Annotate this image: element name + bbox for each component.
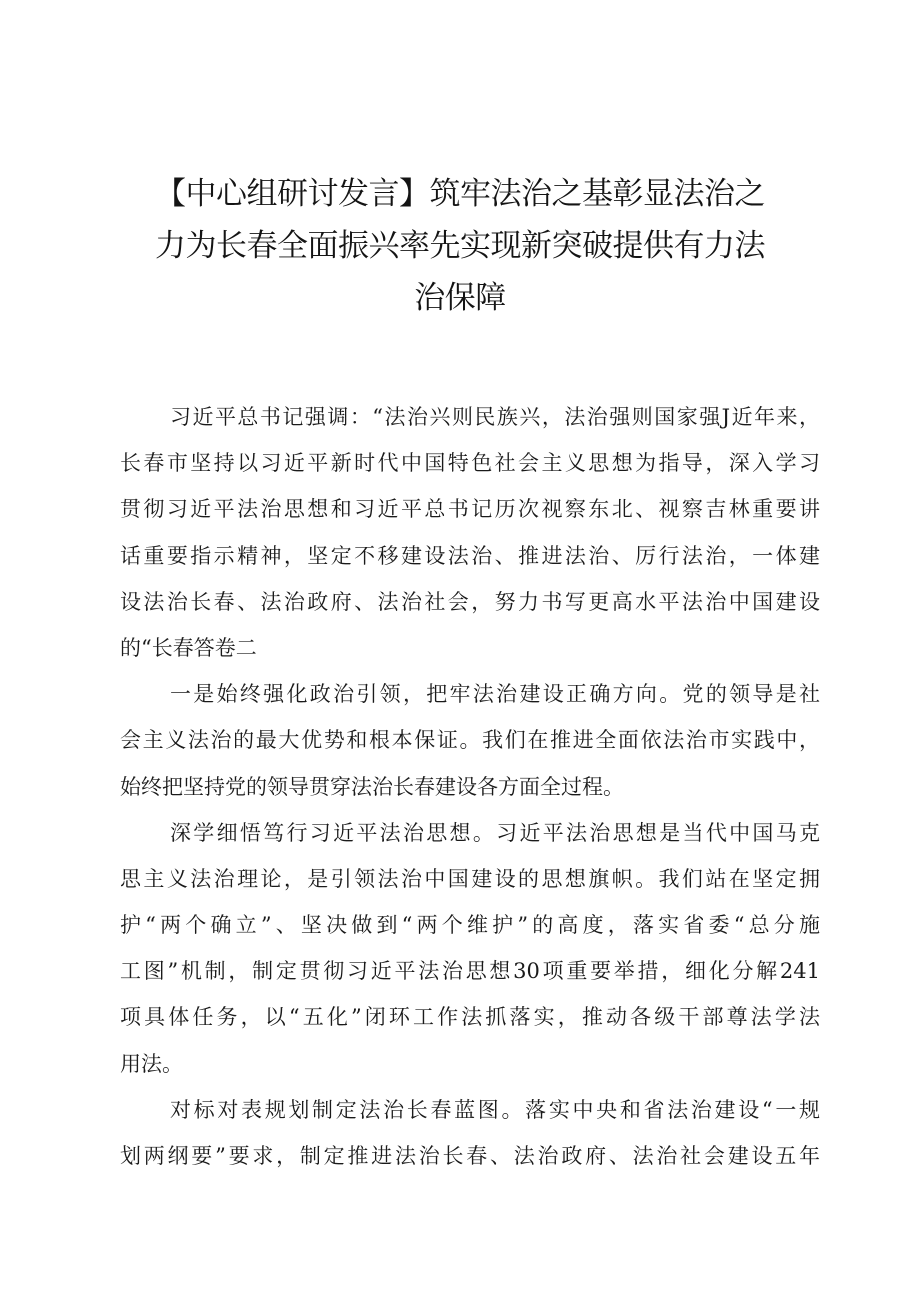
paragraph-line: 用法。 xyxy=(120,1051,183,1076)
paragraph-line: 的“长春答卷二 xyxy=(120,635,257,660)
document-body xyxy=(120,394,820,1179)
paragraph-line: 话重要指示精神，坚定不移建设法治、推进法治、厉行法治，一体建 xyxy=(120,543,820,568)
paragraph-line: 始终把坚持党的领导贯穿法治长春建设各方面全过程。 xyxy=(120,774,624,799)
paragraph-line: 项具体任务，以“五化”闭环工作法抓落实，推动各级干部尊法学法 xyxy=(120,1005,820,1030)
paragraph-line: 深学细悟笃行习近平法治思想。习近平法治思想是当代中国马克 xyxy=(170,820,820,845)
paragraph-line: 护“两个确立”、坚决做到“两个维护”的高度，落实省委“总分施 xyxy=(120,913,820,938)
title-line-1: 【中心组研讨发言】筑牢法治之基彰显法治之 xyxy=(155,176,765,212)
title-line-2: 力为长春全面振兴率先实现新突破提供有力法 xyxy=(155,228,765,264)
paragraph-line: 设法治长春、法治政府、法治社会，努力书写更高水平法治中国建设 xyxy=(120,589,820,614)
paragraph-1 xyxy=(120,394,820,671)
paragraph-3 xyxy=(120,810,820,1087)
paragraph-line: 长春市坚持以习近平新时代中国特色社会主义思想为指导，深入学习 xyxy=(120,451,820,476)
paragraph-line: 会主义法治的最大优势和根本保证。我们在推进全面依法治市实践中， xyxy=(120,728,820,753)
paragraph-line: 工图”机制，制定贯彻习近平法治思想30项重要举措，细化分解241 xyxy=(120,959,820,984)
paragraph-4 xyxy=(120,1087,820,1179)
paragraph-line: 习近平总书记强调：“法治兴则民族兴，法治强则国家强J近年来， xyxy=(170,405,820,429)
paragraph-line: 划两纲要”要求，制定推进法治长春、法治政府、法治社会建设五年 xyxy=(120,1144,820,1168)
paragraph-line: 对标对表规划制定法治长春蓝图。落实中央和省法治建设“一规 xyxy=(170,1097,820,1122)
document-title xyxy=(110,168,810,324)
paragraph-line: 贯彻习近平法治思想和习近平总书记历次视察东北、视察吉林重要讲 xyxy=(120,497,820,522)
paragraph-line: 一是始终强化政治引领，把牢法治建设正确方向。党的领导是社 xyxy=(170,682,820,707)
title-line-3: 治保障 xyxy=(414,280,506,316)
paragraph-2 xyxy=(120,671,820,810)
paragraph-line: 思主义法治理论，是引领法治中国建设的思想旗帜。我们站在坚定拥 xyxy=(120,866,820,891)
